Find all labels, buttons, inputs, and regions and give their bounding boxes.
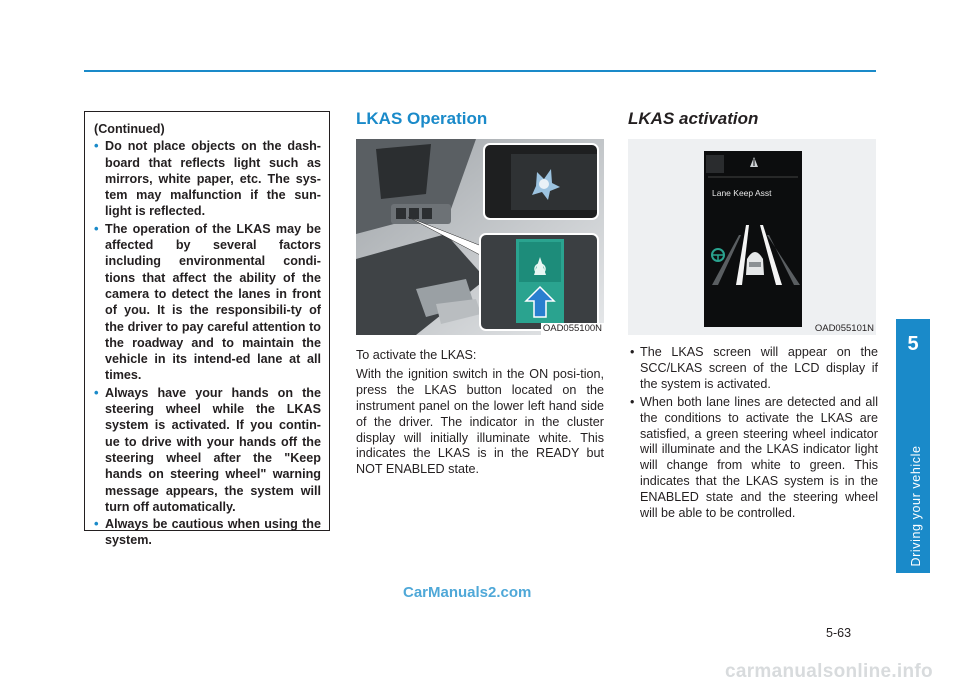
- operation-body: With the ignition switch in the ON posi-tion, press the LKAS button located on the instrument panel on the lower left hand side of the driver. The indicator in the cluster display will initially illuminate white. This indicates the LKAS is in the READY but NOT ENABLED state.: [356, 366, 604, 477]
- header-rule: [84, 70, 876, 72]
- watermark-bottom: carmanualsonline.info: [725, 661, 933, 682]
- operation-intro: To activate the LKAS:: [356, 348, 477, 362]
- activation-item: • The LKAS screen will appear on the SCC/LKAS screen of the LCD display if the system is activated.: [630, 345, 878, 391]
- bullet-icon: •: [94, 220, 99, 236]
- bullet-icon: •: [94, 138, 99, 154]
- warning-item: • Always be cautious when using the system.: [94, 516, 321, 548]
- chapter-tab: [896, 319, 930, 573]
- bullet-icon: •: [94, 516, 99, 532]
- continued-label: (Continued): [94, 122, 165, 136]
- page-number: 5-63: [826, 626, 852, 640]
- warning-list: [94, 138, 321, 548]
- warning-box: [84, 111, 330, 548]
- screen-label: Lane Keep Asst: [712, 188, 772, 198]
- lkas-activation-heading: LKAS activation: [628, 109, 759, 128]
- activation-list: [628, 345, 878, 524]
- figure-code: OAD055100N: [542, 323, 602, 334]
- chapter-number: 5: [907, 333, 919, 355]
- bullet-icon: •: [630, 394, 635, 409]
- activation-item: • When both lane lines are detected and all the conditions to activate the LKAS are satisfied, a green steering wheel indicator will illuminate and the LKAS indicator light will change from white to green. This indicates that the LKAS system is in the ENABLED state and the steering wheel will be able to be controlled.: [630, 394, 878, 521]
- warning-item: • Do not place objects on the dash-board that reflects light such as mirrors, white paper, etc. The sys-tem may malfunction if the sun-light is reflected.: [94, 138, 321, 219]
- warning-item: • Always have your hands on the steering wheel while the LKAS system is activated. If you contin-ue to drive with your hands off the steering wheel after the "Keep hands on steering wheel" warning message appears, the system will turn off automatically.: [94, 384, 321, 514]
- lcd-display-illustration: [628, 139, 876, 335]
- operation-text: [356, 348, 604, 481]
- watermark-top: CarManuals2.com: [403, 584, 532, 601]
- dashboard-illustration: [356, 139, 604, 335]
- chapter-title: Driving your vehicle: [909, 445, 923, 567]
- lkas-operation-heading: LKAS Operation: [356, 109, 488, 128]
- lkas-button-figure: [356, 139, 604, 335]
- warning-item: • The operation of the LKAS may be affected by several factors including environmental condi-tions that affect the ability of the camera to detect the lanes in front of you. It is the responsibili-ty of the driver to pay careful attention to the roadway and to maintain the vehicle in its intend-ed lane at all times.: [94, 220, 321, 383]
- cluster-display-figure: [628, 139, 876, 335]
- bullet-icon: •: [630, 345, 635, 359]
- bullet-icon: •: [94, 384, 99, 400]
- figure-code: OAD055101N: [814, 323, 874, 334]
